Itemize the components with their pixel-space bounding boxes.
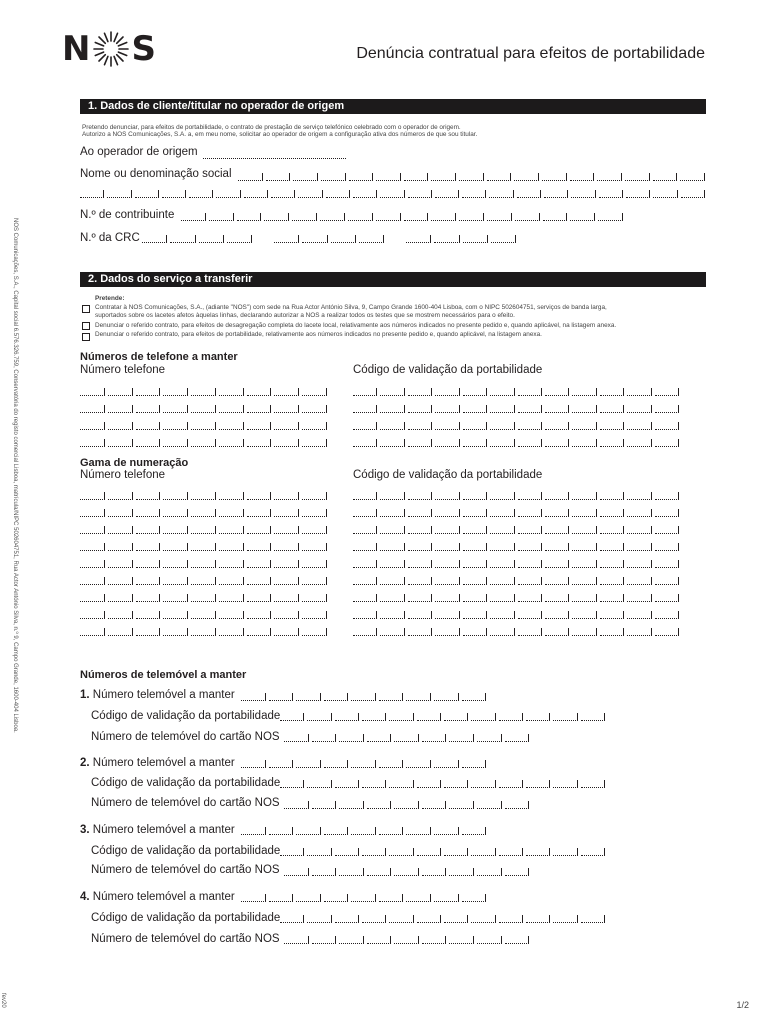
mobile-3-card-field[interactable] <box>284 868 529 876</box>
mobile-3-card-label: Número de telemóvel do cartão NOS <box>91 864 280 876</box>
crc-field-2[interactable] <box>274 235 384 243</box>
legal-side-text: NOS Comunicações, S.A., Capital social 6.576.326.759, Conservatória do registo comercial Lisboa, matrícula/NIPC 502604751, Rua Actor António Silva, n.º 9, Campo Grande, 1600-404 Lisboa. <box>12 218 18 733</box>
range-code-field-9[interactable] <box>353 628 679 636</box>
logo-letter-n: N <box>62 29 92 69</box>
range-code-field-3[interactable] <box>353 526 679 534</box>
mobile-3-validation-field[interactable] <box>280 848 605 856</box>
mobile-4-label <box>80 891 235 903</box>
mobile-1-number: 1. <box>80 689 90 701</box>
mobile-1-validation-label: Código de validação da portabilidade <box>91 710 281 722</box>
mobile-3-number: 3. <box>80 824 90 836</box>
range-number-field-1[interactable] <box>80 492 327 500</box>
numbers-title: Números de telefone a manter <box>80 351 238 363</box>
mobile-4-text: Número telemóvel a manter <box>92 891 235 903</box>
phone-code-field-4[interactable] <box>353 439 679 447</box>
mobile-4-card-label: Número de telemóvel do cartão NOS <box>91 933 280 945</box>
option-portability-checkbox[interactable] <box>82 333 90 341</box>
mobile-1-label <box>80 689 235 701</box>
range-code-field-6[interactable] <box>353 577 679 585</box>
page-number: 1/2 <box>736 1000 749 1010</box>
mobile-title: Números de telemóvel a manter <box>80 669 247 681</box>
name-field-line-1[interactable] <box>238 173 705 181</box>
section-1-header: 1. Dados de cliente/titular no operador de origem <box>80 99 706 114</box>
phone-number-field-2[interactable] <box>80 405 327 413</box>
mobile-2-number: 2. <box>80 757 90 769</box>
mobile-1-card-field[interactable] <box>284 734 529 742</box>
range-code-field-2[interactable] <box>353 509 679 517</box>
range-number-field-4[interactable] <box>80 543 327 551</box>
mobile-1-validation-field[interactable] <box>280 713 605 721</box>
range-code-field-4[interactable] <box>353 543 679 551</box>
section-1-intro-1: Pretendo denunciar, para efeitos de portabilidade, o contrato de prestação de serviço telefónico celebrado com o operador de origem. <box>82 124 461 131</box>
logo-letter-s: S <box>131 29 157 69</box>
range-code-field-1[interactable] <box>353 492 679 500</box>
mobile-3-field[interactable] <box>241 827 486 835</box>
range-code-field-7[interactable] <box>353 594 679 602</box>
name-label: Nome ou denominação social <box>80 168 232 180</box>
crc-field-1[interactable] <box>142 235 252 243</box>
range-number-field-6[interactable] <box>80 577 327 585</box>
option-unbundling-text: Denunciar o referido contrato, para efeitos de desagregação completa do lacete local, relativamente aos números indicados no presente pedido e, quando aplicável, na listagem anexa. <box>95 322 617 329</box>
phone-code-field-3[interactable] <box>353 422 679 430</box>
form-code: fev20 <box>0 993 6 1008</box>
mobile-1-text: Número telemóvel a manter <box>92 689 235 701</box>
range-number-field-9[interactable] <box>80 628 327 636</box>
operator-field[interactable] <box>203 158 346 159</box>
sunburst-icon <box>93 31 129 67</box>
phone-column-label: Número telefone <box>80 364 166 376</box>
mobile-2-card-label: Número de telemóvel do cartão NOS <box>91 797 280 809</box>
phone-number-field-4[interactable] <box>80 439 327 447</box>
pretende-label: Pretende: <box>95 295 125 302</box>
mobile-2-label <box>80 757 235 769</box>
range-phone-column-label: Número telefone <box>80 469 166 481</box>
range-code-field-8[interactable] <box>353 611 679 619</box>
nif-field[interactable] <box>181 213 623 221</box>
nif-label: N.º de contribuinte <box>80 209 175 221</box>
option-broadband-checkbox[interactable] <box>82 305 90 313</box>
range-number-field-2[interactable] <box>80 509 327 517</box>
mobile-4-card-field[interactable] <box>284 936 529 944</box>
mobile-3-label <box>80 824 235 836</box>
mobile-1-field[interactable] <box>241 693 486 701</box>
range-number-field-3[interactable] <box>80 526 327 534</box>
mobile-3-validation-label: Código de validação da portabilidade <box>91 845 281 857</box>
mobile-4-number: 4. <box>80 891 90 903</box>
phone-number-field-3[interactable] <box>80 422 327 430</box>
crc-label: N.º da CRC <box>80 232 140 244</box>
mobile-2-validation-label: Código de validação da portabilidade <box>91 777 281 789</box>
name-field-line-2[interactable] <box>80 190 705 198</box>
option-unbundling-checkbox[interactable] <box>82 322 90 330</box>
mobile-2-field[interactable] <box>241 760 486 768</box>
range-number-field-8[interactable] <box>80 611 327 619</box>
range-title: Gama de numeração <box>80 457 189 469</box>
mobile-4-field[interactable] <box>241 894 486 902</box>
range-number-field-5[interactable] <box>80 560 327 568</box>
section-1-intro-2: Autorizo a NOS Comunicações, S.A. a, em meu nome, solicitar ao operador de origem a configuração ativa dos números de que sou titular. <box>82 131 478 138</box>
mobile-1-card-label: Número de telemóvel do cartão NOS <box>91 731 280 743</box>
mobile-2-card-field[interactable] <box>284 801 529 809</box>
option-broadband-text-2: suportados sobre os lacetes afetos àquelas linhas, declarando autorizar a NOS a realizar todos os testes que se mostrem necessários para o efeito. <box>95 312 515 319</box>
phone-number-field-1[interactable] <box>80 388 327 396</box>
operator-label: Ao operador de origem <box>80 146 198 158</box>
mobile-3-text: Número telemóvel a manter <box>92 824 235 836</box>
phone-code-field-2[interactable] <box>353 405 679 413</box>
crc-field-3[interactable] <box>406 235 516 243</box>
mobile-4-validation-label: Código de validação da portabilidade <box>91 912 281 924</box>
option-portability-text: Denunciar o referido contrato, para efeitos de portabilidade, relativamente aos números indicados no presente pedido e, quando aplicável, na listagem anexa. <box>95 331 542 338</box>
option-broadband-text-1: Contratar à NOS Comunicações, S.A., (adiante "NOS") com sede na Rua Actor António Silva, 9, Campo Grande 1600-404 Lisboa, com o NIPC 502604751, serviços de banda larga, <box>95 304 607 311</box>
phone-code-field-1[interactable] <box>353 388 679 396</box>
range-number-field-7[interactable] <box>80 594 327 602</box>
mobile-2-validation-field[interactable] <box>280 780 605 788</box>
range-code-field-5[interactable] <box>353 560 679 568</box>
section-2-header: 2. Dados do serviço a transferir <box>80 272 706 287</box>
document-title: Denúncia contratual para efeitos de portabilidade <box>356 45 705 62</box>
range-code-column-label: Código de validação da portabilidade <box>353 469 543 481</box>
mobile-2-text: Número telemóvel a manter <box>92 757 235 769</box>
code-column-label: Código de validação da portabilidade <box>353 364 543 376</box>
nos-logo <box>62 29 157 69</box>
mobile-4-validation-field[interactable] <box>280 915 605 923</box>
